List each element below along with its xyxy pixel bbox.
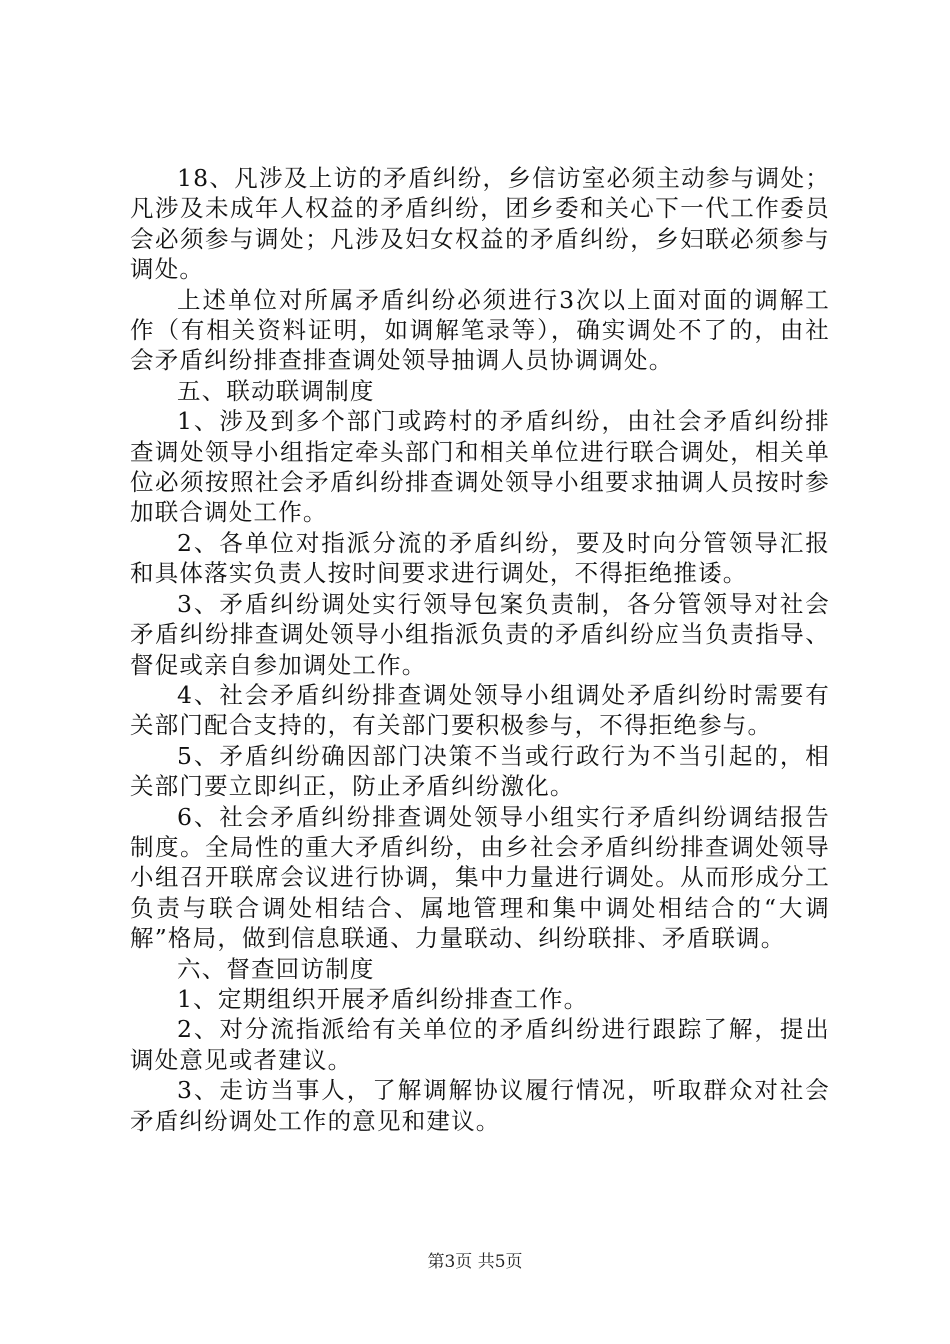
paragraph-2: 上述单位对所属矛盾纠纷必须进行3次以上面对面的调解工作（有相关资料证明，如调解笔录等），确实调处不了的，由社会矛盾纠纷排查排查调处领导抽调人员协调调处。: [130, 285, 830, 375]
paragraph-1: 18、凡涉及上访的矛盾纠纷，乡信访室必须主动参与调处；凡涉及未成年人权益的矛盾纠纷，团乡委和关心下一代工作委员会必须参与调处；凡涉及妇女权益的矛盾纠纷，乡妇联必须参与调处。: [130, 164, 830, 284]
paragraph-10: 2、对分流指派给有关单位的矛盾纠纷进行跟踪了解，提出调处意见或者建议。: [130, 1015, 830, 1074]
paragraph-9: 1、定期组织开展矛盾纠纷排查工作。: [177, 984, 589, 1013]
section-heading-6: 六、督查回访制度: [177, 954, 375, 983]
page-number-footer: 第3页 共5页: [427, 1252, 523, 1272]
document-body: [130, 163, 830, 1136]
paragraph-4: 2、各单位对指派分流的矛盾纠纷，要及时向分管领导汇报和具体落实负责人按时间要求进行调处，不得拒绝推诿。: [130, 528, 830, 588]
section-heading-5: 五、联动联调制度: [177, 376, 375, 405]
paragraph-11: 3、走访当事人，了解调解协议履行情况，听取群众对社会矛盾纠纷调处工作的意见和建议。: [130, 1076, 830, 1135]
paragraph-6: 4、社会矛盾纠纷排查调处领导小组调处矛盾纠纷时需要有关部门配合支持的，有关部门要积极参与，不得拒绝参与。: [130, 680, 830, 740]
paragraph-8: 6、社会矛盾纠纷排查调处领导小组实行矛盾纠纷调结报告制度。全局性的重大矛盾纠纷，由乡社会矛盾纠纷排查调处领导小组召开联席会议进行协调，集中力量进行调处。从而形成分工负责与联合调处相结合、属地管理和集中调处相结合的“大调解”格局，做到信息联通、力量联动、纠纷联排、矛盾联调。: [130, 802, 830, 953]
paragraph-7: 5、矛盾纠纷确因部门决策不当或行政行为不当引起的，相关部门要立即纠正，防止矛盾纠纷激化。: [130, 741, 830, 801]
paragraph-5: 3、矛盾纠纷调处实行领导包案负责制，各分管领导对社会矛盾纠纷排查调处领导小组指派负责的矛盾纠纷应当负责指导、督促或亲自参加调处工作。: [130, 589, 830, 679]
paragraph-3: 1、涉及到多个部门或跨村的矛盾纠纷，由社会矛盾纠纷排查调处领导小组指定牵头部门和相关单位进行联合调处，相关单位必须按照社会矛盾纠纷排查调处领导小组要求抽调人员按时参加联合调处工作。: [130, 407, 830, 527]
